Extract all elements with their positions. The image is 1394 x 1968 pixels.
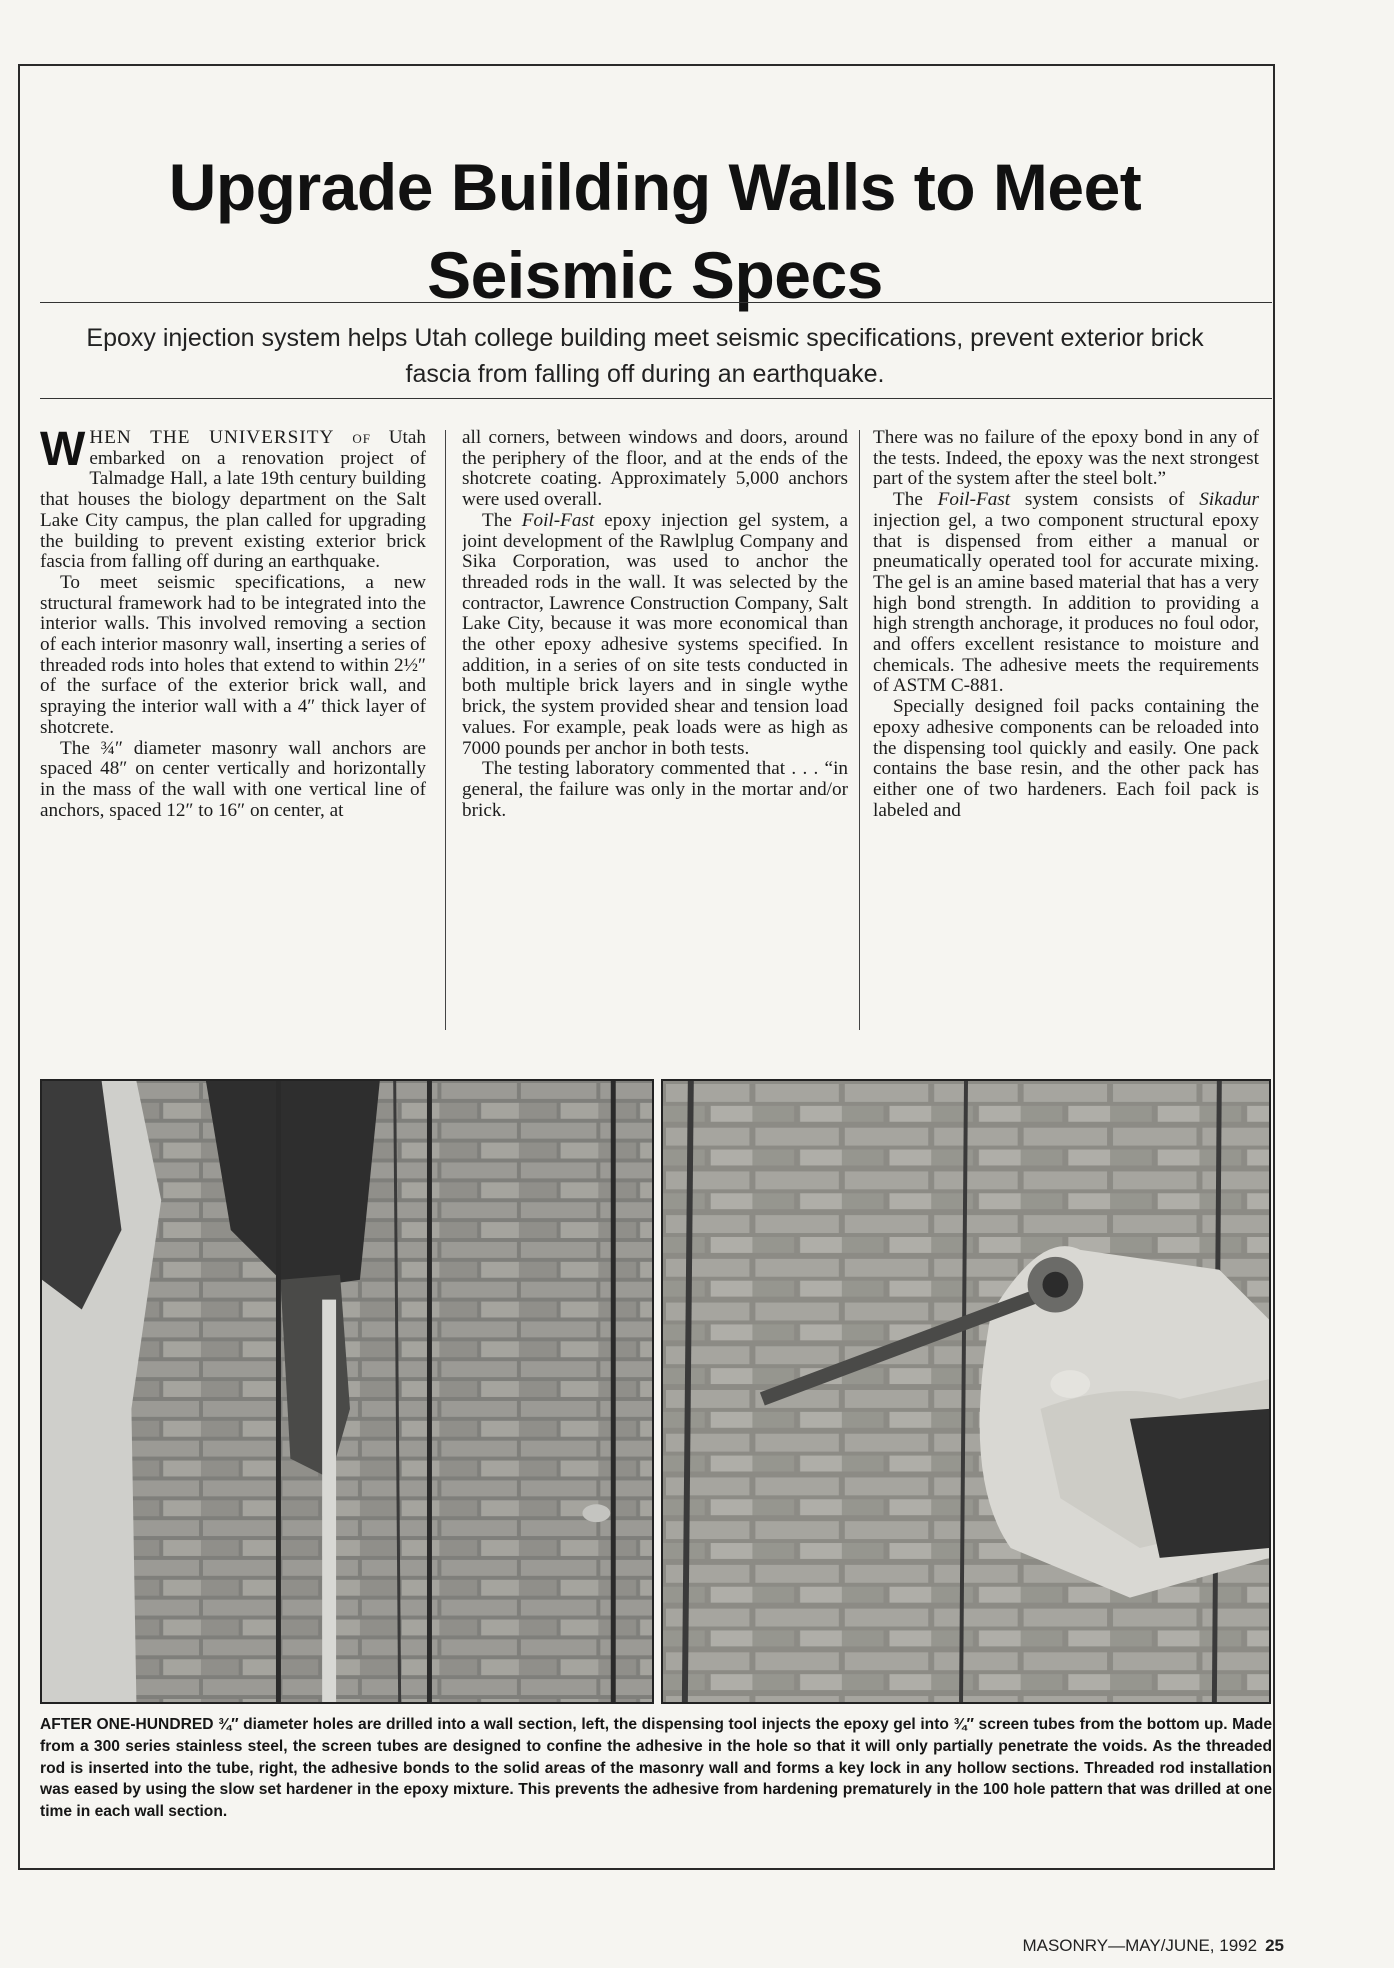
lead-in: HEN THE UNIVERSITY of: [89, 428, 371, 448]
column-divider: [445, 430, 446, 1030]
page-footer: [1022, 1936, 1284, 1956]
text-column-2: [462, 428, 848, 1034]
text-column-3: [873, 428, 1259, 1034]
column-divider: [859, 430, 860, 1030]
subtitle-divider: [40, 398, 1272, 399]
paragraph: Specially designed foil packs containing the epoxy adhesive components can be reloaded into the dispensing tool quickly and easily. One pack contains the base resin, and the other pack has either one of two hardeners. Each foil pack is labeled and: [873, 696, 1259, 821]
drop-cap: W: [40, 428, 86, 476]
photo-rod-insertion: [661, 1079, 1271, 1704]
paragraph: There was no failure of the epoxy bond in any of the tests. Indeed, the epoxy was the next strongest part of the system after the steel bolt.”: [873, 428, 1259, 490]
text-column-1: [40, 428, 426, 1034]
photo-caption: AFTER ONE-HUNDRED ¾″ diameter holes are drilled into a wall section, left, the dispensing tool injects the epoxy gel into ¾″ screen tubes from the bottom up. Made from a 300 series stainless steel, the screen tubes are designed to confine the adhesive in the hole so that it will only partially penetrate the voids. As the threaded rod is inserted into the tube, right, the adhesive bonds to the solid areas of the masonry wall and forms a key lock in any hollow sections. Threaded rod installation was eased by using the slow set hardener in the epoxy mixture. This prevents the adhesive from hardening prematurely in the 100 hole pattern that was drilled at one time in each wall section.: [40, 1716, 1272, 1821]
paragraph: all corners, between windows and doors, around the periphery of the floor, and at the ends of the shotcrete coating. Approximately 5,000 anchors were used overall.: [462, 428, 848, 511]
paragraph: The testing laboratory commented that . . . “in general, the failure was only in the mortar and/or brick.: [462, 758, 848, 821]
page-number: 25: [1265, 1936, 1284, 1955]
photo-wall-drilling: [40, 1079, 654, 1704]
masthead: MASONRY—MAY/JUNE, 1992: [1022, 1936, 1258, 1955]
title-divider: [40, 302, 1272, 303]
paragraph: The Foil-Fast system consists of Sikadur injection gel, a two component structural epoxy that is dispensed from either a manual or pneumatically operated tool for accurate mixing. The gel is an amine based material that has a very high bond strength. In addition to providing a high strength anchorage, it produces no foul odor, and offers excellent resistance to moisture and chemicals. The adhesive meets the requirements of ASTM C-881.: [873, 489, 1259, 697]
paragraph: WHEN THE UNIVERSITY of Utah embarked on a renovation project of Talmadge Hall, a late 19th century building that houses the biology department on the Salt Lake City campus, the plan called for upgrading the building to prevent existing exterior brick fascia from falling off during an earthquake.: [40, 428, 426, 573]
title-line-2: Seismic Specs: [427, 238, 883, 312]
article-subtitle: Epoxy injection system helps Utah college building meet seismic specifications, prevent exterior brick fascia from falling off during an earthquake.: [86, 324, 1204, 388]
article-title: [40, 143, 1270, 319]
paragraph: To meet seismic specifications, a new structural framework had to be integrated into the interior walls. This involved removing a section of each interior masonry wall, inserting a series of threaded rods into holes that extend to within 2½″ of the surface of the exterior brick wall, and spraying the interior wall with a 4″ thick layer of shotcrete.: [40, 571, 426, 738]
title-line-1: Upgrade Building Walls to Meet: [168, 150, 1142, 224]
paragraph: The Foil-Fast epoxy injection gel system, a joint development of the Rawlplug Company and Sika Corporation, was used to anchor the threaded rods in the wall. It was selected by the contractor, Lawrence Construction Company, Salt Lake City, because it was more economical than the other epoxy adhesive systems specified. In addition, in a series of on site tests conducted in both multiple brick layers and in single wythe brick, the system provided shear and tension load values. For example, peak loads were as high as 7000 pounds per anchor in both tests.: [462, 509, 848, 759]
paragraph: The ¾″ diameter masonry wall anchors are spaced 48″ on center vertically and horizontally in the mass of the wall with one vertical line of anchors, spaced 12″ to 16″ on center, at: [40, 737, 426, 821]
